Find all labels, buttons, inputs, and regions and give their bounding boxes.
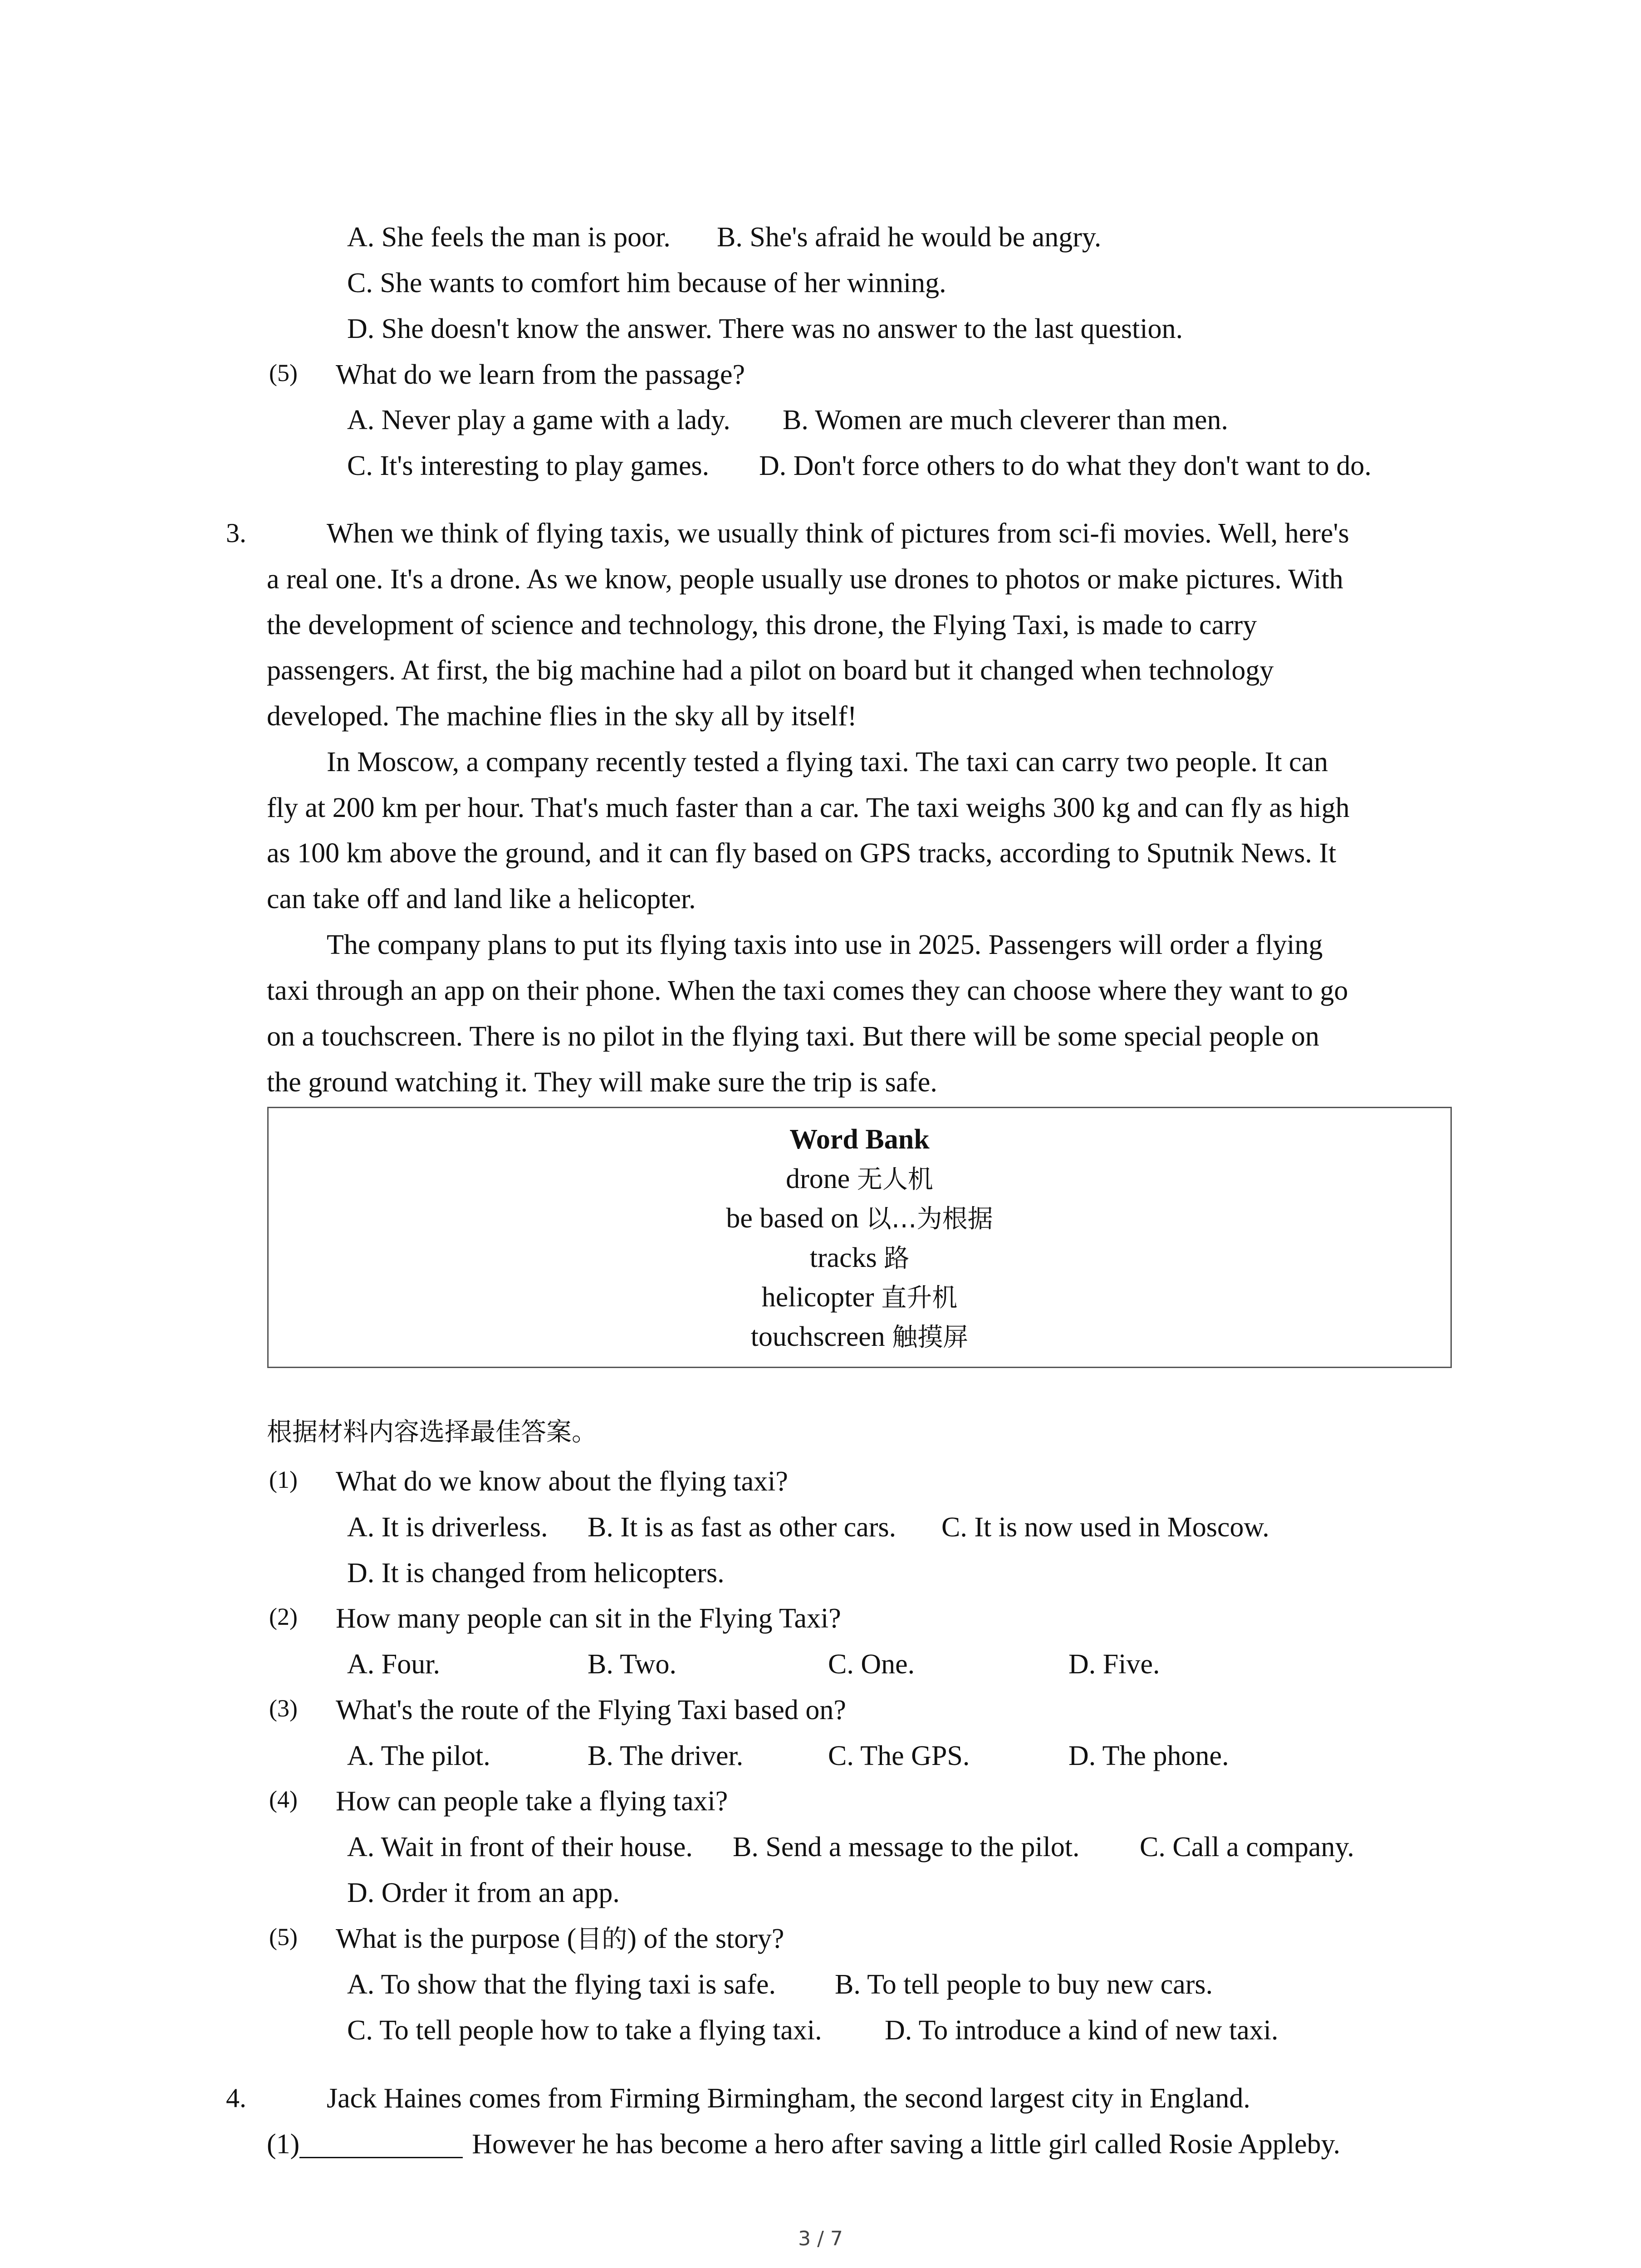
q2-4-option-a: A. She feels the man is poor. xyxy=(347,222,671,253)
q3-3-option-b: B. The driver. xyxy=(588,1740,744,1771)
word-bank-entry xyxy=(269,1244,1450,1272)
q2-5-option-d: D. Don't force others to do what they don't want to do. xyxy=(759,450,1372,481)
q3-5-question-text: ) of the story? xyxy=(627,1923,784,1954)
q2-4-option-b: B. She's afraid he would be angry. xyxy=(717,222,1102,253)
passage-line: the development of science and technology, this drone, the Flying Taxi, is made to carry xyxy=(267,610,1257,640)
q3-4-option-d: D. Order it from an app. xyxy=(347,1877,620,1908)
q3-5-option-d: D. To introduce a kind of new taxi. xyxy=(885,2015,1279,2046)
word-bank-box xyxy=(267,1107,1452,1368)
q3-1-option-b: B. It is as fast as other cars. xyxy=(588,1512,896,1543)
word-bank-entry-zh: 无人机 xyxy=(857,1165,933,1194)
passage-line: developed. The machine flies in the sky all by itself! xyxy=(267,701,857,732)
passage-line: the ground watching it. They will make sure the trip is safe. xyxy=(267,1067,937,1098)
q3-5-question xyxy=(336,1925,784,1953)
word-bank-title: Word Bank xyxy=(789,1124,930,1155)
q3-3-number: (3) xyxy=(269,1695,298,1722)
q4-number: 4. xyxy=(226,2083,246,2113)
passage-line: taxi through an app on their phone. When the taxi comes they can choose where they want to go xyxy=(267,975,1348,1006)
q3-1-question: What do we know about the flying taxi? xyxy=(336,1466,788,1497)
word-bank-entry xyxy=(269,1204,1450,1232)
word-bank-entry xyxy=(269,1323,1450,1351)
q4-line-2 xyxy=(267,2130,1340,2158)
q4-line-1: Jack Haines comes from Firming Birmingham, the second largest city in England. xyxy=(327,2083,1250,2114)
q3-1-number: (1) xyxy=(269,1466,298,1493)
q3-2-option-d: D. Five. xyxy=(1068,1649,1160,1680)
q2-5-option-a: A. Never play a game with a lady. xyxy=(347,405,730,435)
q3-3-option-d: D. The phone. xyxy=(1068,1740,1229,1771)
q3-3-option-c: C. The GPS. xyxy=(828,1740,970,1771)
q2-5-number: (5) xyxy=(269,359,298,386)
q3-2-option-a: A. Four. xyxy=(347,1649,440,1680)
q2-5-question: What do we learn from the passage? xyxy=(336,359,745,390)
q3-number: 3. xyxy=(226,518,246,548)
passage-line: fly at 200 km per hour. That's much faster than a car. The taxi weighs 300 kg and can fly as high xyxy=(267,792,1350,823)
q4-blank-label: (1) xyxy=(267,2129,300,2160)
word-bank-entry-en: be based on xyxy=(726,1203,859,1234)
q3-4-option-c: C. Call a company. xyxy=(1140,1832,1354,1862)
word-bank-entry-en: helicopter xyxy=(761,1282,874,1313)
q3-4-option-b: B. Send a message to the pilot. xyxy=(733,1832,1080,1862)
q3-4-question: How can people take a flying taxi? xyxy=(336,1786,728,1817)
q4-line-2-text: However he has become a hero after saving a little girl called Rosie Appleby. xyxy=(472,2129,1341,2160)
passage-line: passengers. At first, the big machine had a pilot on board but it changed when technology xyxy=(267,655,1274,686)
word-bank-entry-zh: 以…为根据 xyxy=(866,1204,993,1234)
word-bank-entry-en: touchscreen xyxy=(750,1321,885,1352)
q2-5-option-c: C. It's interesting to play games. xyxy=(347,450,710,481)
word-bank-entry-zh: 直升机 xyxy=(881,1283,958,1313)
q3-3-question: What's the route of the Flying Taxi based on? xyxy=(336,1695,846,1725)
q3-4-option-a: A. Wait in front of their house. xyxy=(347,1832,693,1862)
passage-line: In Moscow, a company recently tested a flying taxi. The taxi can carry two people. It can xyxy=(327,747,1328,777)
q3-4-number: (4) xyxy=(269,1786,298,1813)
page-number: 3 / 7 xyxy=(798,2227,843,2250)
q3-5-option-b: B. To tell people to buy new cars. xyxy=(835,1969,1213,2000)
q3-5-option-a: A. To show that the flying taxi is safe. xyxy=(347,1969,776,2000)
q3-5-number: (5) xyxy=(269,1923,298,1950)
passage-line: on a touchscreen. There is no pilot in the flying taxi. But there will be some special people on xyxy=(267,1021,1319,1052)
passage-line: When we think of flying taxis, we usually think of pictures from sci-fi movies. Well, here's xyxy=(327,518,1349,549)
q2-4-option-c: C. She wants to comfort him because of her winning. xyxy=(347,268,946,298)
word-bank-entry-en: drone xyxy=(786,1163,850,1194)
q3-5-option-c: C. To tell people how to take a flying taxi. xyxy=(347,2015,822,2046)
answer-blank[interactable] xyxy=(299,2131,463,2158)
q3-5-question-text: What is the purpose ( xyxy=(336,1923,577,1954)
q2-4-option-d: D. She doesn't know the answer. There was no answer to the last question. xyxy=(347,313,1183,344)
word-bank-entry-en: tracks xyxy=(809,1242,877,1273)
passage-line: can take off and land like a helicopter. xyxy=(267,884,696,914)
q3-2-option-c: C. One. xyxy=(828,1649,915,1680)
word-bank-entry xyxy=(269,1165,1450,1193)
q3-1-option-a: A. It is driverless. xyxy=(347,1512,548,1543)
q2-5-option-b: B. Women are much cleverer than men. xyxy=(783,405,1229,435)
passage-line: as 100 km above the ground, and it can fly based on GPS tracks, according to Sputnik News. It xyxy=(267,838,1337,869)
word-bank-entry-zh: 路 xyxy=(884,1244,910,1273)
q3-3-option-a: A. The pilot. xyxy=(347,1740,490,1771)
q3-1-option-c: C. It is now used in Moscow. xyxy=(941,1512,1269,1543)
q3-1-option-d: D. It is changed from helicopters. xyxy=(347,1558,725,1589)
q3-2-number: (2) xyxy=(269,1603,298,1630)
word-bank-entry xyxy=(269,1283,1450,1311)
word-bank-entry-zh: 触摸屏 xyxy=(892,1323,969,1352)
q3-2-question: How many people can sit in the Flying Taxi? xyxy=(336,1603,841,1634)
passage-line: The company plans to put its flying taxis into use in 2025. Passengers will order a flying xyxy=(327,929,1323,960)
q3-5-question-zh: 目的 xyxy=(576,1925,627,1954)
instruction-text: 根据材料内容选择最佳答案。 xyxy=(267,1418,597,1447)
q3-2-option-b: B. Two. xyxy=(588,1649,677,1680)
passage-line: a real one. It's a drone. As we know, people usually use drones to photos or make pictures. With xyxy=(267,564,1343,595)
